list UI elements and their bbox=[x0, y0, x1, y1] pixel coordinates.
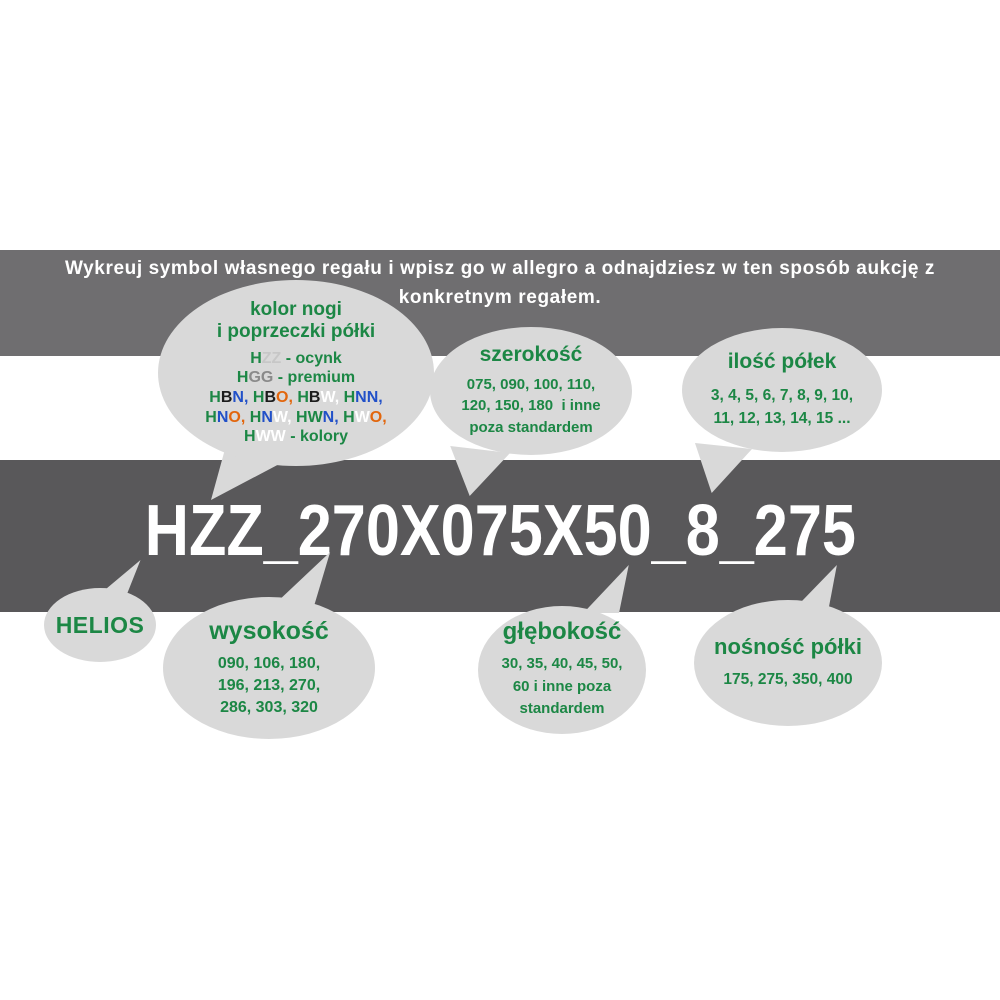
bubble-shelf-count-values-line: 11, 12, 13, 14, 15 ... bbox=[713, 409, 851, 427]
bubble-height bbox=[163, 597, 375, 739]
code-band bbox=[0, 460, 1000, 612]
banner-text-line-2: konkretnym regałem. bbox=[398, 286, 602, 308]
color-code-segment: , bbox=[378, 389, 383, 406]
color-code-segment: W bbox=[320, 389, 335, 406]
bubble-shelf-count-title: ilość półek bbox=[727, 349, 837, 373]
color-code-segment: H bbox=[252, 389, 265, 406]
color-code-segment: W bbox=[272, 408, 288, 426]
bubble-depth-values-line: standardem bbox=[519, 700, 605, 718]
color-code-line bbox=[205, 368, 386, 388]
color-code-segment: N bbox=[322, 408, 335, 426]
color-code-segment: B bbox=[264, 389, 276, 406]
color-code-segment: , bbox=[334, 389, 344, 406]
color-code-segment: O bbox=[369, 408, 383, 426]
color-code-segment: N bbox=[232, 389, 244, 406]
color-code-segment: - premium bbox=[273, 369, 356, 387]
bubble-height-values-line: 090, 106, 180, bbox=[217, 654, 321, 672]
brand-label: HELIOS bbox=[55, 611, 145, 638]
bubble-color-legs-title-line-1: kolor nogi bbox=[250, 299, 342, 321]
bubble-load-capacity-title: nośność półki bbox=[714, 633, 862, 659]
color-code-segment: H bbox=[209, 389, 221, 406]
color-code-segment: O bbox=[228, 408, 241, 426]
bubble-width-values-line: 075, 090, 100, 110, bbox=[466, 375, 596, 393]
color-code-segment: ZZ bbox=[261, 349, 282, 367]
color-code-segment: , bbox=[240, 408, 250, 426]
color-code-segment: H bbox=[343, 389, 356, 406]
color-code-segment: H bbox=[296, 408, 308, 426]
bubble-depth-values-line: 60 i inne poza bbox=[512, 677, 612, 695]
bubble-shelf-count bbox=[682, 328, 882, 452]
color-code-segment: , bbox=[243, 389, 253, 406]
bubble-depth bbox=[478, 606, 646, 734]
color-code-segment: - kolory bbox=[285, 428, 348, 446]
bubble-height-title: wysokość bbox=[209, 616, 329, 645]
bubble-load-capacity-values-line: 175, 275, 350, 400 bbox=[723, 671, 853, 689]
color-code-segment: H bbox=[249, 408, 262, 426]
bubble-load-capacity bbox=[694, 600, 882, 726]
bubble-width-values-line: 120, 150, 180 i inne bbox=[461, 397, 601, 415]
color-code-line bbox=[205, 349, 386, 369]
color-code-segment: B bbox=[308, 389, 321, 406]
color-code-segment: W bbox=[307, 408, 323, 426]
color-code-segment: , bbox=[288, 389, 298, 406]
color-code-segment: W bbox=[354, 408, 370, 426]
color-code-line bbox=[205, 427, 386, 447]
bubble-depth-title: głębokość bbox=[502, 618, 622, 646]
bubble-width-values-line: poza standardem bbox=[469, 419, 593, 437]
color-code-segment: B bbox=[220, 389, 233, 406]
color-code-segment: N bbox=[216, 408, 229, 426]
color-code-segment: - ocynk bbox=[281, 349, 342, 367]
color-code-line bbox=[205, 388, 386, 408]
product-code: HZZ_270X075X50_8_275 bbox=[144, 491, 856, 571]
bubble-height-values-line: 196, 213, 270, bbox=[217, 676, 321, 694]
color-code-segment: H bbox=[297, 389, 309, 406]
bubble-depth-values-line: 30, 35, 40, 45, 50, bbox=[501, 655, 623, 673]
color-code-segment: H bbox=[250, 349, 262, 367]
banner-text-line-1: Wykreuj symbol własnego regału i wpisz go w allegro a odnajdziesz w ten sposób aukcję z bbox=[64, 258, 936, 279]
color-code-list bbox=[205, 349, 386, 447]
bubble-height-values-line: 286, 303, 320 bbox=[220, 699, 318, 717]
bubble-color-legs bbox=[158, 280, 434, 466]
bubble-width-title: szerokość bbox=[479, 343, 583, 367]
color-code-segment: H bbox=[236, 369, 249, 387]
color-code-segment: H bbox=[343, 408, 355, 426]
color-code-segment: H bbox=[205, 408, 217, 426]
color-code-segment: , bbox=[287, 408, 296, 426]
color-code-segment: , bbox=[334, 408, 344, 426]
bubble-shelf-count-values-line: 3, 4, 5, 6, 7, 8, 9, 10, bbox=[710, 386, 854, 404]
color-code-segment: , bbox=[382, 408, 387, 426]
color-code-segment: H bbox=[244, 428, 256, 446]
bubble-brand bbox=[44, 588, 156, 662]
bubble-color-legs-title-line-2: i poprzeczki półki bbox=[216, 320, 376, 342]
color-code-segment: NN bbox=[355, 389, 379, 406]
color-code-segment: WW bbox=[255, 428, 286, 446]
color-code-segment: GG bbox=[248, 369, 274, 387]
bubble-width bbox=[430, 327, 632, 455]
color-code-segment: N bbox=[261, 408, 273, 426]
color-code-segment: O bbox=[276, 389, 289, 406]
color-code-line bbox=[205, 408, 386, 428]
